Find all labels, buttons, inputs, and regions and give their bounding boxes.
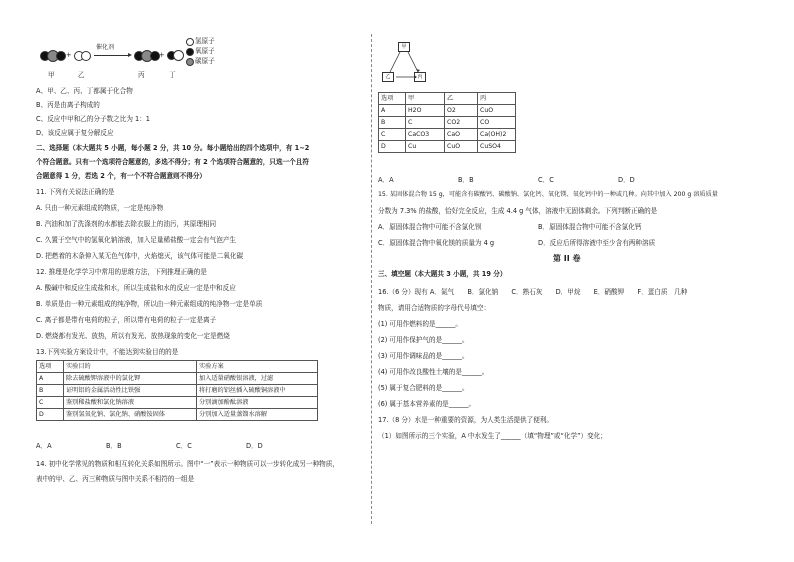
q11-option-d: D. 把燃着的木条伸入某无色气体中，火焰熄灭，该气体可能是二氧化碳 (36, 252, 244, 260)
label-bing: 丙 (138, 71, 145, 79)
table-header: 选项 (37, 361, 64, 373)
table-cell: D (379, 141, 406, 153)
q16-item-1: (1) 可用作燃料的是______。 (378, 320, 462, 328)
table-cell: 分别滴加酚酞溶液 (197, 397, 318, 409)
table-row (37, 397, 318, 409)
q13-answer-a: A．A (36, 442, 52, 450)
diagram-box-left: 乙 (382, 72, 394, 82)
table-header: 丙 (478, 93, 516, 105)
table-row (37, 385, 318, 397)
table-cell: H2O (406, 105, 445, 117)
table-cell: A (37, 373, 64, 385)
table-cell: Ca(OH)2 (478, 129, 516, 141)
q11-option-b: B. 汽油和加了洗涤剂的水都能去除衣服上的油污，其原理相同 (36, 220, 217, 228)
table-cell: C (406, 117, 445, 129)
q13-stem: 13.下列实验方案设计中，不能达到实验目的的是 (36, 348, 179, 356)
hydrogen-atom-icon (56, 51, 66, 61)
table-header-row (379, 93, 516, 105)
table-header: 实验目的 (64, 361, 197, 373)
catalyst-label: 催化剂 (96, 44, 115, 51)
q12-option-c: C. 离子都是带有电荷的粒子，所以带有电荷的粒子一定是离子 (36, 316, 217, 324)
table-row (379, 117, 516, 129)
q10-option-a: A、甲、乙、丙、丁都属于化合物 (36, 87, 133, 95)
table-row (37, 409, 318, 421)
plus-sign: + (159, 51, 165, 59)
table-cell: CaO (445, 129, 478, 141)
diagram-box-right: 丙 (414, 72, 426, 82)
q16-item-3: (3) 可用作调味品的是______。 (378, 352, 469, 360)
table-cell: B (379, 117, 406, 129)
table-cell: CuSO4 (478, 141, 516, 153)
table-cell: CO (478, 117, 516, 129)
table-cell: 加入适量硝酸银溶液，过滤 (197, 373, 318, 385)
q15-option-a: A．原固体混合物中可能不含氯化钡 (378, 223, 482, 231)
q11-option-c: C. 久置于空气中的氢氧化钠溶液，加入足量稀盐酸一定会有气泡产生 (36, 236, 237, 244)
label-jia: 甲 (48, 71, 55, 79)
oxygen-atom-icon (173, 50, 184, 61)
table-cell: C (379, 129, 406, 141)
label-yi: 乙 (78, 71, 85, 79)
legend-hydrogen-label: 氢原子 (195, 37, 215, 45)
table-cell: A (379, 105, 406, 117)
table-row (379, 141, 516, 153)
section2-line3: 合题意得 1 分，若选 2 个，有一个不符合题意则不得分） (36, 172, 207, 180)
q12-option-b: B. 单质是由一种元素组成的纯净物，所以由一种元素组成的纯净物一定是单质 (36, 300, 263, 308)
q14-line2: 表中的甲、乙、丙三种物质与图中关系不相符的一组是 (36, 475, 195, 483)
q11-stem: 11. 下列有关说法正确的是 (36, 188, 115, 196)
part2-title: 第 II 卷 (553, 254, 581, 263)
oxygen-atom-icon (81, 51, 91, 61)
q11-option-a: A. 只由一种元素组成的物质，一定是纯净物 (36, 204, 164, 212)
table-row (37, 373, 318, 385)
q15-option-c: C．原固体混合物中氧化镁的质量为 4 g (378, 239, 495, 247)
table-cell: C (37, 397, 64, 409)
q14-answer-c: C．C (538, 176, 554, 184)
diagram-box-top: 甲 (398, 42, 410, 52)
section3-title: 三、填空题（本大题共 3 小题，共 19 分） (378, 270, 507, 278)
q14-answer-b: B．B (458, 176, 474, 184)
table-cell: 鉴别氢氧化钠、氯化钠、硝酸铵固体 (64, 409, 197, 421)
q14-line1: 14. 初中化学常见的物质和相互转化关系如图所示。图中“一”表示一种物质可以一步转化成另一种物质， (36, 460, 339, 468)
table-cell: 证明铝的金属活动性比铁强 (64, 385, 197, 397)
q12-option-d: D. 燃烧都有发光、放热，所以有发光、放热现象的变化一定是燃烧 (36, 332, 230, 340)
q16-line2: 物质，请用合适物质的字母代号填空： (378, 304, 491, 312)
column-divider (371, 34, 372, 524)
q15-option-d: D．反应后所得溶液中至少含有两种溶质 (538, 239, 656, 247)
table-cell: 鉴别稀盐酸和氯化钠溶液 (64, 397, 197, 409)
table-cell: CuO (478, 105, 516, 117)
table-header: 乙 (445, 93, 478, 105)
diagram-arrows (378, 40, 438, 85)
q14-answer-d: D．D (618, 176, 635, 184)
plus-sign: + (66, 51, 72, 59)
legend-oxygen-label: 氧原子 (195, 47, 215, 55)
legend-carbon-icon (186, 58, 194, 66)
arrow-head-icon (128, 53, 132, 57)
table-cell: Cu (406, 141, 445, 153)
q12-stem: 12. 推理是化学学习中常用的思维方法，下列推理正确的是 (36, 268, 207, 276)
q13-answer-c: C．C (176, 442, 192, 450)
table-cell: 将打磨的铝丝插入硫酸铜溶液中 (197, 385, 318, 397)
label-ding: 丁 (169, 71, 176, 79)
table-cell: O2 (445, 105, 478, 117)
q15-line1: 15. 某固体混合物 15 g，可能含有碳酸钙、碳酸钠、氯化钙、氧化镁、氧化钙中的一种或几种。向其中加入 200 g 溶质质量 (378, 191, 718, 198)
section2-title: 二、选择题（本大题共 5 小题，每小题 2 分，共 10 分。每小题给出的四个选项中，有 1~2 (36, 144, 310, 152)
table-row (379, 105, 516, 117)
legend-hydrogen-icon (186, 38, 194, 46)
q15-line2: 分数为 7.3% 的盐酸，恰好完全反应，生成 4.4 g 气体，溶液中无固体剩余。下列判断正确的是 (378, 207, 658, 215)
q13-answer-b: B．B (106, 442, 122, 450)
q10-option-d: D、该反应属于复分解反应 (36, 129, 114, 137)
q16-item-6: (6) 属于基本营养素的是______。 (378, 400, 476, 408)
q10-option-c: C、反应中甲和乙的分子数之比为 1：1 (36, 115, 150, 123)
section2-line2: 个符合题意。只有一个选项符合题意的，多选不得分；有 2 个选项符合题意的，只选一个且符 (36, 158, 309, 166)
table-cell: CaCO3 (406, 129, 445, 141)
table-row (379, 129, 516, 141)
reaction-arrow (94, 55, 130, 56)
q17-line2: （1）如图所示的三个实验，A 中水发生了______（填“物理”或“化学”）变化； (378, 432, 607, 440)
table-cell: 分别加入适量蒸馏水溶解 (197, 409, 318, 421)
q13-answer-d: D．D (246, 442, 263, 450)
q15-option-b: B．原固体混合物中可能不含氯化钙 (538, 223, 642, 231)
table-cell: CO2 (445, 117, 478, 129)
q16-item-5: (5) 属于复合肥料的是______。 (378, 384, 469, 392)
q17-line1: 17.（8 分）水是一种重要的资源，为人类生活提供了便利。 (378, 416, 554, 424)
table-header: 选项 (379, 93, 406, 105)
q14-answer-a: A．A (378, 176, 394, 184)
table-cell: CuO (445, 141, 478, 153)
legend-oxygen-icon (186, 48, 194, 56)
table-header: 甲 (406, 93, 445, 105)
legend-carbon-label: 碳原子 (195, 57, 215, 65)
table-header-row (37, 361, 318, 373)
table-cell: B (37, 385, 64, 397)
table-header: 实验方案 (197, 361, 318, 373)
q14-table (378, 92, 516, 153)
q16-line1: 16.（6 分）现有 A．氮气 B．氯化钠 C．熟石灰 D．甲烷 E．硝酸钾 F．蛋白质 几种 (378, 288, 688, 296)
q13-table (36, 360, 318, 421)
table-cell: D (37, 409, 64, 421)
table-cell: 除去硫酸钾溶液中的氯化钾 (64, 373, 197, 385)
q16-item-2: (2) 可用作保护气的是______。 (378, 336, 469, 344)
q12-option-a: A. 酸碱中和反应生成盐和水，所以生成盐和水的反应一定是中和反应 (36, 284, 236, 292)
q16-item-4: (4) 可用作改良酸性土壤的是______。 (378, 368, 489, 376)
q10-option-b: B、丙是由离子构成的 (36, 101, 100, 109)
